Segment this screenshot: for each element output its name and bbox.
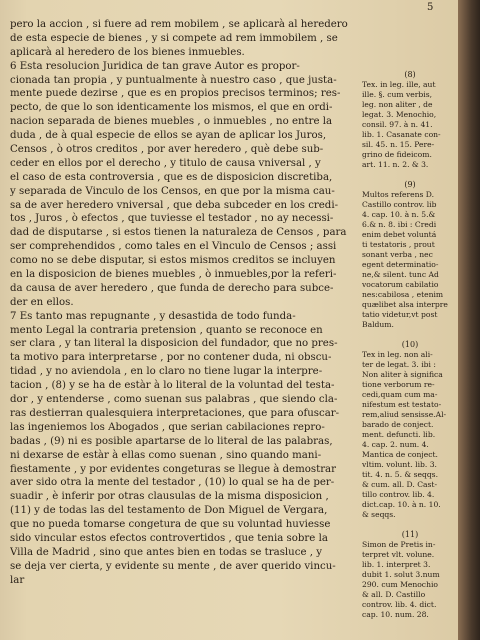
body-line: sa de aver heredero vniversal , que deba subceder en los credi- bbox=[10, 199, 339, 211]
margin-note-line: Simon de Pretis in- bbox=[362, 540, 436, 549]
body-line: aver sido otra la mente del testador , (10) lo qual se ha de per- bbox=[10, 477, 335, 489]
body-line: (11) y de todas las del testamento de Don Miguel de Vergara, bbox=[10, 505, 328, 517]
margin-note-line: nifestum est testato- bbox=[362, 400, 442, 409]
margin-note-line: ti testatoris , prout bbox=[362, 240, 435, 249]
margin-note-line: dubit 1. solut 3.num bbox=[362, 570, 440, 579]
margin-note-line: & seqqs. bbox=[362, 510, 396, 519]
body-line: como no se debe disputar, si estos mismos creditos se incluyen bbox=[10, 255, 336, 267]
margin-note-line: egent determinatio- bbox=[362, 260, 439, 269]
margin-note-number: (10) bbox=[401, 340, 419, 349]
body-line: dad de disputarse , si estos tienen la naturaleza de Censos , para bbox=[10, 227, 347, 239]
margin-note-line: Tex in leg. non ali- bbox=[362, 350, 433, 359]
body-line: badas , (9) ni es posible apartarse de lo literal de las palabras, bbox=[10, 435, 333, 447]
body-line: tacion , (8) y se ha de estàr à lo literal de la voluntad del testa- bbox=[10, 380, 335, 392]
body-line: pero la accion , si fuere ad rem mobilem , se aplicarà al heredero bbox=[10, 19, 348, 30]
margin-note-line: Castillo controv. lib bbox=[362, 200, 437, 209]
margin-note-line: terpret vlt. volune. bbox=[362, 550, 435, 559]
body-line: fiestamente , y por evidentes congeturas se llegue à demostrar bbox=[10, 463, 337, 475]
margin-note-line: controv. lib. 4. dict. bbox=[362, 600, 437, 609]
margin-note-line: nes:cabilosa , etenim bbox=[362, 290, 444, 299]
margin-note-line: dict.cap. 10. à n. 10. bbox=[362, 500, 441, 509]
margin-note-line: ne,& silent. tunc Ad bbox=[362, 270, 439, 279]
margin-note bbox=[362, 530, 458, 620]
margin-note-line: Mantica de conject. bbox=[362, 450, 438, 459]
margin-note-line: cap. 10. num. 28. bbox=[362, 610, 429, 619]
book-spine-edge bbox=[458, 0, 480, 640]
body-line: y separada de Vinculo de los Censos, en que por la misma cau- bbox=[10, 185, 335, 197]
margin-note-line: tit. 4. n. 5. & seqqs. bbox=[362, 470, 438, 479]
body-line: se deja ver cierta, y evidente su mente , de aver querido vincu- bbox=[10, 560, 336, 572]
body-line: de esta especie de bienes , y si compete ad rem immobilem , se bbox=[10, 32, 338, 44]
body-line: da causa de aver heredero , que funda de derecho para subce- bbox=[10, 282, 334, 294]
margin-note-line: Tex. in leg. ille, aut bbox=[362, 80, 436, 89]
margin-note-number: (9) bbox=[404, 180, 416, 189]
margin-note-line: lib. 1. interpret 3. bbox=[362, 560, 431, 569]
margin-note-line: consil. 97. à n. 41. bbox=[362, 120, 433, 129]
body-line: tos , Juros , ò efectos , que tuviesse el testador , no ay necessi- bbox=[10, 213, 334, 225]
margin-note-line: vocatorum cabilatio bbox=[362, 280, 439, 289]
margin-note-line: lib. 1. Casanate con- bbox=[362, 130, 441, 139]
margin-note-line: & cum. all. D. Cast- bbox=[362, 480, 438, 489]
margin-note-line: 290. cum Menochio bbox=[362, 580, 438, 589]
margin-note-line: sonant verba , nec bbox=[362, 250, 433, 259]
margin-note-line: vltim. volunt. lib. 3. bbox=[362, 460, 437, 469]
body-line: ni dexarse de estàr à ellas como suenan , sino quando mani- bbox=[10, 449, 322, 461]
body-line: ras destierran qualesquiera interpretaciones, que para ofuscar- bbox=[10, 407, 340, 419]
margin-note-line: ment. defuncti. lib. bbox=[362, 430, 436, 439]
margin-note-line: 4. cap. 2. num. 4. bbox=[362, 440, 429, 449]
page-number: 5 bbox=[427, 2, 434, 13]
margin-note bbox=[362, 180, 458, 330]
margin-note-line: enim debet voluntá bbox=[362, 230, 437, 239]
body-line: lar bbox=[10, 574, 25, 586]
margin-note-line: sil. 45. n. 15. Pere- bbox=[362, 140, 435, 149]
body-line: mento Legal la contraria pretension , quanto se reconoce en bbox=[10, 324, 323, 336]
body-line: duda , de à qual especie de ellos se ayan de aplicar los Juros, bbox=[10, 130, 327, 142]
margin-note bbox=[362, 70, 458, 170]
body-line: mente puede dezirse , que es en propios precisos terminos; res- bbox=[10, 88, 341, 100]
margin-note-line: tatio videtur,vt post bbox=[362, 310, 438, 319]
body-line: 7 Es tanto mas repugnante , y desastida de todo funda- bbox=[10, 310, 296, 322]
margin-note-line: art. 11. n. 2. & 3. bbox=[362, 160, 429, 169]
body-line: Villa de Madrid , sino que antes bien en todas se trasluce , y bbox=[10, 546, 322, 558]
margin-note-line: cedi,quam cum ma- bbox=[362, 390, 438, 399]
margin-note-line: Baldum. bbox=[362, 320, 394, 329]
body-line: aplicarà al heredero de los bienes inmuebles. bbox=[10, 46, 245, 58]
margin-notes-column bbox=[362, 70, 458, 630]
margin-note-line: grino de fideicom. bbox=[362, 150, 432, 159]
body-line: pecto, de que lo son identicamente los mismos, el que en ordi- bbox=[10, 102, 333, 114]
body-line: que no pueda tomarse congetura de que su voluntad huviesse bbox=[10, 519, 331, 531]
body-line: el caso de esta controversia , que es de disposicion discretiba, bbox=[10, 171, 333, 183]
margin-note-line: legat. 3. Menochio, bbox=[362, 110, 437, 119]
body-line: tidad , y no aviendola , en lo claro no tiene lugar la interpre- bbox=[10, 366, 323, 378]
margin-note-line: & all. D. Castillo bbox=[362, 590, 426, 599]
body-line: Censos , ò otros creditos , por aver heredero , què debe sub- bbox=[10, 144, 324, 156]
body-line: der en ellos. bbox=[10, 296, 74, 308]
body-line: sido vincular estos efectos controvertidos , que tenia sobre la bbox=[10, 532, 328, 544]
body-line: 6 Esta resolucion Juridica de tan grave Autor es propor- bbox=[10, 60, 300, 72]
margin-note-line: 6.& n. 8. ibi : Credi bbox=[362, 220, 437, 229]
body-line: ser clara , y tan literal la disposicion del fundador, que no pres- bbox=[10, 338, 338, 350]
body-line: nacion separada de bienes muebles , o inmuebles , no entre la bbox=[10, 116, 333, 128]
margin-note-number: (8) bbox=[404, 70, 416, 79]
margin-note-line: rem,aliud sensisse.Al- bbox=[362, 410, 447, 419]
margin-note-line: Non aliter à significa bbox=[362, 370, 443, 379]
body-line: ser comprehendidos , como tales en el Vinculo de Censos ; assi bbox=[10, 241, 337, 253]
margin-note-line: ille. §. cum verbis, bbox=[362, 90, 433, 99]
body-line: las ingeniemos los Abogados , que serian cabilaciones repro- bbox=[10, 421, 325, 433]
margin-note-line: ter de legat. 3. ibi : bbox=[362, 360, 436, 369]
margin-note-line: quælibet alsa interpre bbox=[362, 300, 448, 309]
body-line: ceder en ellos por el derecho , y titulo de causa vniversal , y bbox=[10, 157, 321, 169]
body-line: dor , y entenderse , como suenan sus palabras , que siendo cla- bbox=[10, 394, 338, 406]
body-line: cionada tan propia , y puntualmente à nuestro caso , que justa- bbox=[10, 74, 337, 86]
margin-note-line: leg. non aliter , de bbox=[362, 100, 433, 109]
margin-note-line: tione verborum re- bbox=[362, 380, 435, 389]
body-line: suadir , è inferir por otras clausulas de la misma disposicion , bbox=[10, 491, 329, 503]
margin-note-number: (11) bbox=[401, 530, 419, 539]
margin-note-line: Multos referens D. bbox=[362, 190, 435, 199]
margin-note-line: barado de conject. bbox=[362, 420, 434, 429]
body-line: en la disposicion de bienes muebles , ò inmuebles,por la referi- bbox=[10, 269, 337, 281]
margin-note-line: 4. cap. 10. à n. 5.& bbox=[362, 210, 436, 219]
body-line: ta motivo para interpretarse , por no contener duda, ni obscu- bbox=[10, 352, 332, 364]
margin-note bbox=[362, 340, 458, 520]
margin-note-line: tillo controv. lib. 4. bbox=[362, 490, 435, 499]
main-text-column bbox=[10, 18, 357, 588]
